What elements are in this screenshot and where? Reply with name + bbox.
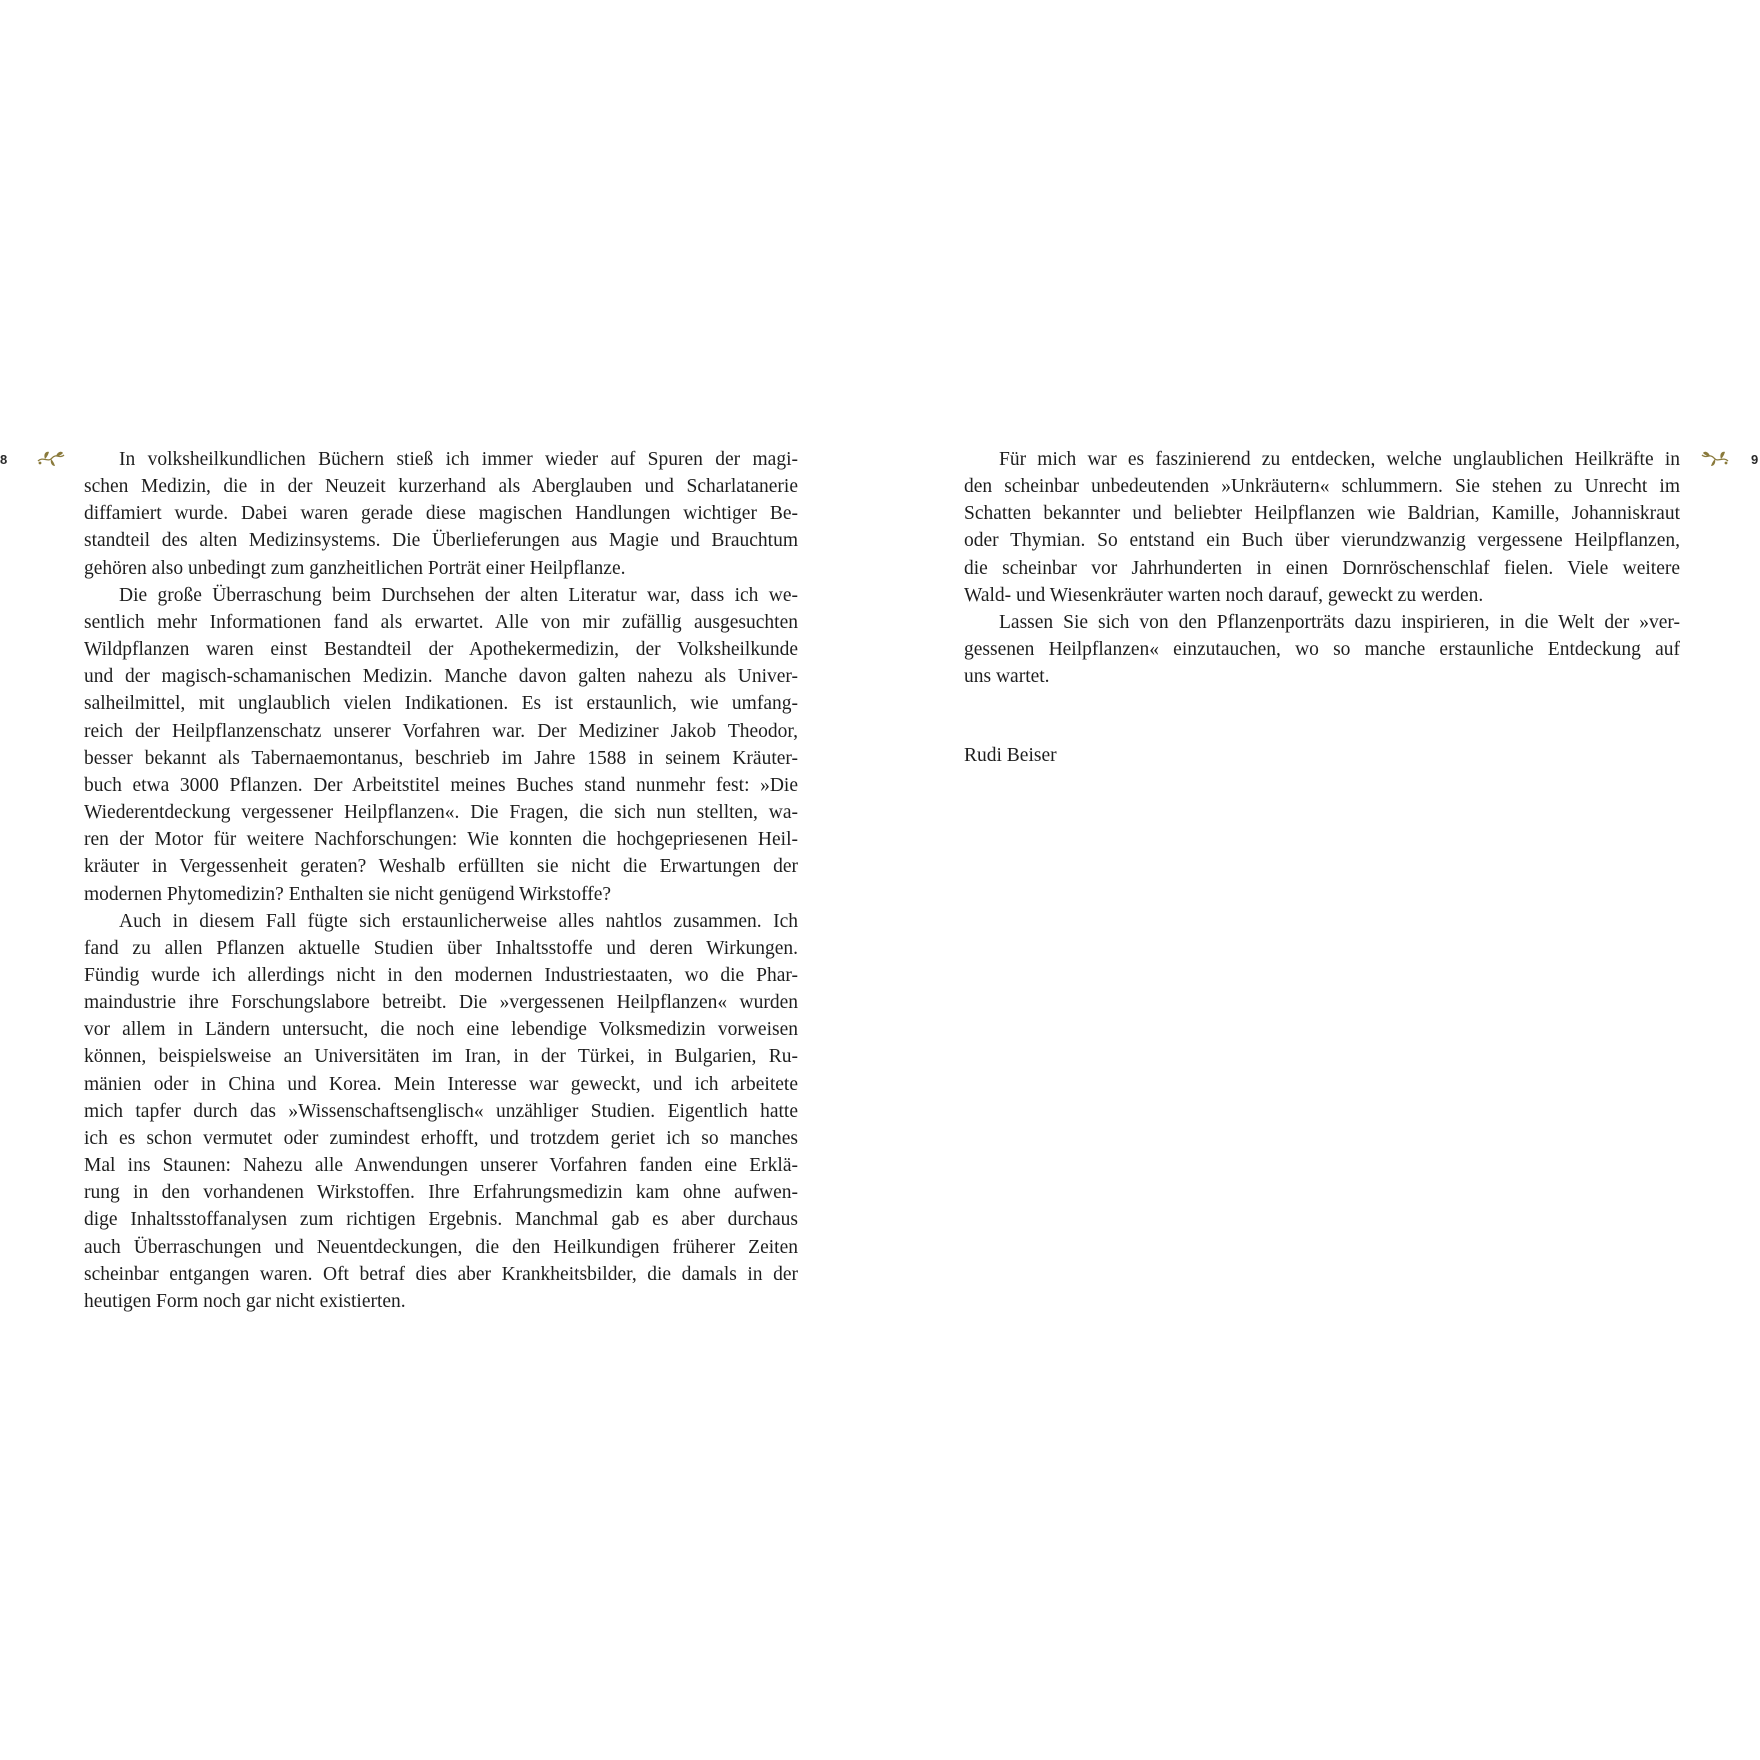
text-line: Fündig wurde ich allerdings nicht in den modernen Industriestaaten, wo die Phar- <box>84 964 798 986</box>
author-signature: Rudi Beiser <box>964 745 1057 766</box>
text-line: können, beispielsweise an Universitäten im Iran, in der Türkei, in Bulgarien, Ru- <box>84 1046 798 1068</box>
text-line: dige Inhaltsstoffanalysen zum richtigen Ergebnis. Manchmal gab es aber durchaus <box>84 1209 798 1231</box>
text-line: gessenen Heilpflanzen« einzutauchen, wo so manche erstaunliche Entdeckung auf <box>964 639 1680 661</box>
text-line: ren der Motor für weitere Nachforschungen: Wie konnten die hochgepriesenen Heil- <box>84 829 798 851</box>
text-line: oder Thymian. So entstand ein Buch über vierundzwanzig vergessene Heilpflanzen, <box>964 530 1680 552</box>
text-line: modernen Phytomedizin? Enthalten sie nicht genügend Wirkstoffe? <box>84 883 612 905</box>
text-line: diffamiert wurde. Dabei waren gerade diese magischen Handlungen wichtiger Be- <box>84 503 798 525</box>
text-line: vor allem in Ländern untersucht, die noch eine lebendige Volksmedizin vorweisen <box>84 1019 798 1041</box>
text-line: Wildpflanzen waren einst Bestandteil der Apothekermedizin, der Volksheilkunde <box>84 639 798 661</box>
text-line: und der magisch-schamanischen Medizin. Manche davon galten nahezu als Univer- <box>84 666 798 688</box>
left-page-text <box>84 446 798 1315</box>
text-line: maindustrie ihre Forschungslabore betreibt. Die »vergessenen Heilpflanzen« wurden <box>84 992 798 1014</box>
text-line: Für mich war es faszinierend zu entdecken, welche unglaublichen Heilkräfte in <box>999 449 1680 470</box>
text-line: Wiederentdeckung vergessener Heilpflanzen«. Die Fragen, die sich nun stellten, wa- <box>84 802 798 824</box>
text-line: fand zu allen Pflanzen aktuelle Studien über Inhaltsstoffe und deren Wirkungen. <box>84 937 798 959</box>
text-line: Auch in diesem Fall fügte sich erstaunlicherweise alles nahtlos zusammen. Ich <box>119 910 798 932</box>
text-line: schen Medizin, die in der Neuzeit kurzerhand als Aberglauben und Scharlatanerie <box>84 476 798 498</box>
text-line: mänien oder in China und Korea. Mein Interesse war geweckt, und ich arbeitete <box>84 1073 798 1095</box>
text-line: mich tapfer durch das »Wissenschaftsenglisch« unzähliger Studien. Eigentlich hatte <box>84 1100 798 1122</box>
leaf-vine-ornament-icon <box>36 447 66 469</box>
page-number-left: 8 <box>0 452 8 467</box>
text-line: gehören also unbedingt zum ganzheitlichen Porträt einer Heilpflanze. <box>84 557 626 579</box>
text-line: Wald- und Wiesenkräuter warten noch darauf, geweckt zu werden. <box>964 584 1484 606</box>
page-number-right: 9 <box>1751 452 1759 467</box>
leaf-vine-ornament-icon <box>1700 447 1730 469</box>
text-line: kräuter in Vergessenheit geraten? Weshalb erfüllten sie nicht die Erwartungen der <box>84 856 798 878</box>
text-line: rung in den vorhandenen Wirkstoffen. Ihre Erfahrungsmedizin kam ohne aufwen- <box>84 1182 798 1204</box>
text-line: Mal ins Staunen: Nahezu alle Anwendungen unserer Vorfahren fanden eine Erklä- <box>84 1155 798 1177</box>
text-line: Die große Überraschung beim Durchsehen der alten Literatur war, dass ich we- <box>119 584 798 606</box>
text-line: uns wartet. <box>964 666 1050 688</box>
text-line: ich es schon vermutet oder zumindest erhofft, und trotzdem geriet ich so manches <box>84 1127 798 1149</box>
text-line: salheilmittel, mit unglaublich vielen Indikationen. Es ist erstaunlich, wie umfang- <box>84 693 798 715</box>
text-line: auch Überraschungen und Neuentdeckungen, die den Heilkundigen früherer Zeiten <box>84 1236 798 1258</box>
text-line: heutigen Form noch gar nicht existierten. <box>84 1290 406 1312</box>
text-line: die scheinbar vor Jahrhunderten in einen Dornröschenschlaf fielen. Viele weitere <box>964 557 1680 579</box>
right-page-text <box>964 446 1680 690</box>
text-line: In volksheilkundlichen Büchern stieß ich immer wieder auf Spuren der magi- <box>119 449 798 470</box>
text-line: reich der Heilpflanzenschatz unserer Vorfahren war. Der Mediziner Jakob Theodor, <box>84 720 798 742</box>
text-line: den scheinbar unbedeutenden »Unkräutern« schlummern. Sie stehen zu Unrecht im <box>964 476 1680 498</box>
text-line: sentlich mehr Informationen fand als erwartet. Alle von mir zufällig ausgesuchten <box>84 611 798 633</box>
text-line: buch etwa 3000 Pflanzen. Der Arbeitstitel meines Buches stand nunmehr fest: »Die <box>84 774 798 796</box>
text-line: Schatten bekannter und beliebter Heilpflanzen wie Baldrian, Kamille, Johanniskraut <box>964 503 1680 525</box>
text-line: besser bekannt als Tabernaemontanus, beschrieb im Jahre 1588 in seinem Kräuter- <box>84 747 798 769</box>
text-line: Lassen Sie sich von den Pflanzenporträts dazu inspirieren, in die Welt der »ver- <box>999 611 1680 633</box>
text-line: scheinbar entgangen waren. Oft betraf dies aber Krankheitsbilder, die damals in der <box>84 1263 798 1285</box>
text-line: standteil des alten Medizinsystems. Die Überlieferungen aus Magie und Brauchtum <box>84 530 798 552</box>
